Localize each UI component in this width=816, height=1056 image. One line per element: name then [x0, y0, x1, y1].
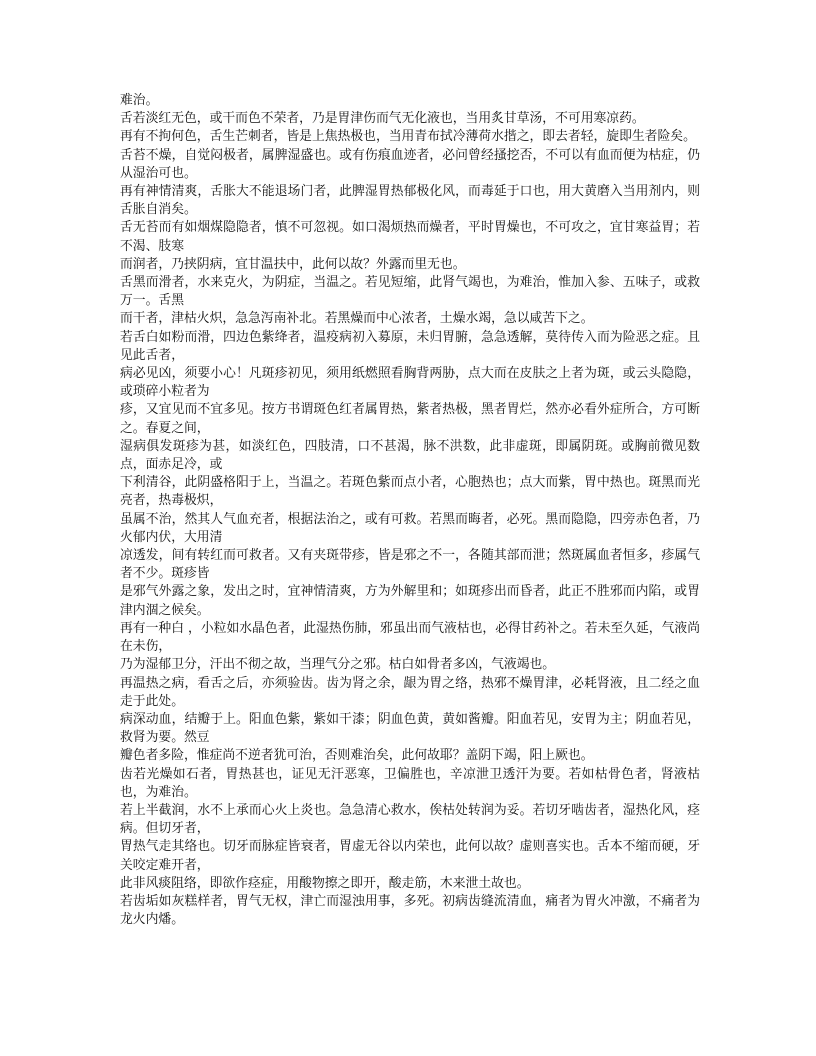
paragraph: 此非风痰阻络，即欲作痉症，用酸物擦之即开，酸走筋，木来泄土故也。	[120, 875, 530, 891]
paragraph: 再温热之病，看舌之后，亦须验齿。齿为肾之余，龈为胃之络，热邪不燥胃津，必耗肾液，且二经之血走于此处。	[120, 675, 700, 709]
paragraph: 再有一种白 ，小粒如水晶色者，此湿热伤肺，邪虽出而气液枯也，必得甘药补之。若未至久延，气液尚在未伤，	[120, 620, 700, 655]
paragraph: 凉透发，间有转红而可救者。又有夹斑带疹，皆是邪之不一，各随其部而泄；然斑属血者恒多，疹属气者不少。斑疹皆	[120, 548, 700, 582]
paragraph: 若上半截润，水不上承而心火上炎也。急急清心救水，俟枯处转润为妥。若切牙啮齿者，湿热化风，痉病。但切牙者，	[120, 802, 700, 837]
paragraph: 若舌白如粉而滑，四边色紫绛者，温疫病初入募原，未归胃腑，急急透解，莫待传入而为险恶之症。且见此舌者，	[120, 329, 700, 363]
paragraph: 若齿垢如灰糕样者，胃气无权，津亡而湿浊用事，多死。初病齿缝流清血，痛者为胃火冲激，不痛者为龙火内燔。	[120, 893, 700, 928]
paragraph: 舌黑而滑者，水来克火，为阴症，当温之。若见短缩，此肾气竭也，为难治，惟加入参、五味子，或救万一。舌黑	[120, 275, 700, 309]
paragraph: 舌无苔而有如烟煤隐隐者，慎不可忽视。如口渴烦热而燥者，平时胃燥也，不可攻之，宜甘寒益胃；若不渴、肢寒	[120, 220, 700, 254]
paragraph: 虽属不治，然其人气血充者，根据法治之，或有可救。若黑而晦者，必死。黑而隐隐，四旁赤色者，乃火郁内伏，大用清	[120, 511, 700, 545]
paragraph: 下利清谷，此阴盛格阳于上，当温之。若斑色紫而点小者，心胞热也；点大而紫，胃中热也。斑黑而光亮者，热毒极炽，	[120, 475, 700, 509]
paragraph: 舌苔不燥，自觉闷极者，属脾湿盛也。或有伤痕血迹者，必问曾经搔挖否，不可以有血而便为枯症，仍从湿治可也。	[120, 147, 700, 181]
paragraph: 是邪气外露之象，发出之时，宜神情清爽，方为外解里和；如斑疹出而昏者，此正不胜邪而内陷，或胃津内涸之候矣。	[120, 584, 700, 618]
paragraph: 而干者，津枯火炽，急急泻南补北。若黑燥而中心浓者，土燥水竭，急以咸苦下之。	[120, 311, 594, 327]
paragraph: 难治。	[120, 93, 159, 108]
paragraph: 病必见凶，须要小心！凡斑疹初见，须用纸燃照看胸背两胁，点大而在皮肤之上者为斑，或云头隐隐，或琐碎小粒者为	[120, 366, 700, 400]
paragraph: 瓣色者多险，惟症尚不逆者犹可治，否则难治矣，此何故耶？盖阴下竭，阳上厥也。	[120, 748, 594, 764]
paragraph: 胃热气走其络也。切牙而脉症皆衰者，胃虚无谷以内荣也，此何以故？虚则喜实也。舌本不缩而硬，牙关咬定难开者，	[120, 839, 700, 873]
paragraph: 而润者，乃挟阴病，宜甘温扶中，此何以故？外露而里无也。	[120, 256, 466, 272]
paragraph: 齿若光燥如石者，胃热甚也，证见无汗恶寒，卫偏胜也，辛凉泄卫透汗为要。若如枯骨色者，肾液枯也，为难治。	[120, 766, 700, 800]
paragraph: 病深动血，结瓣于上。阳血色紫，紫如干漆；阴血色黄，黄如酱瓣。阳血若见，安胃为主；阴血若见，救肾为要。然豆	[120, 711, 700, 746]
paragraph: 湿病俱发斑疹为甚，如淡红色，四肢清，口不甚渴，脉不洪数，此非虚斑，即属阴斑。或胸前微见数点，面赤足冷，或	[120, 438, 700, 473]
paragraph: 舌若淡红无色，或干而色不荣者，乃是胃津伤而气无化液也，当用炙甘草汤，不可用寒凉药。	[120, 111, 645, 127]
document-page	[120, 92, 700, 929]
paragraph: 乃为湿郁卫分，汗出不彻之故，当理气分之邪。枯白如骨者多凶，气液竭也。	[120, 657, 556, 673]
paragraph: 再有不拘何色，舌生芒刺者，皆是上焦热极也，当用青布拭冷薄荷水揩之，即去者轻，旋即生者险矣。	[120, 129, 696, 145]
paragraph: 再有神情清爽，舌胀大不能退场门者，此脾湿胃热郁极化风，而毒延于口也，用大黄磨入当用剂内，则舌胀自消矣。	[120, 184, 700, 218]
paragraph: 疹，又宜见而不宜多见。按方书谓斑色红者属胃热，紫者热极，黑者胃烂，然亦必看外症所合，方可断之。春夏之间，	[120, 402, 700, 436]
